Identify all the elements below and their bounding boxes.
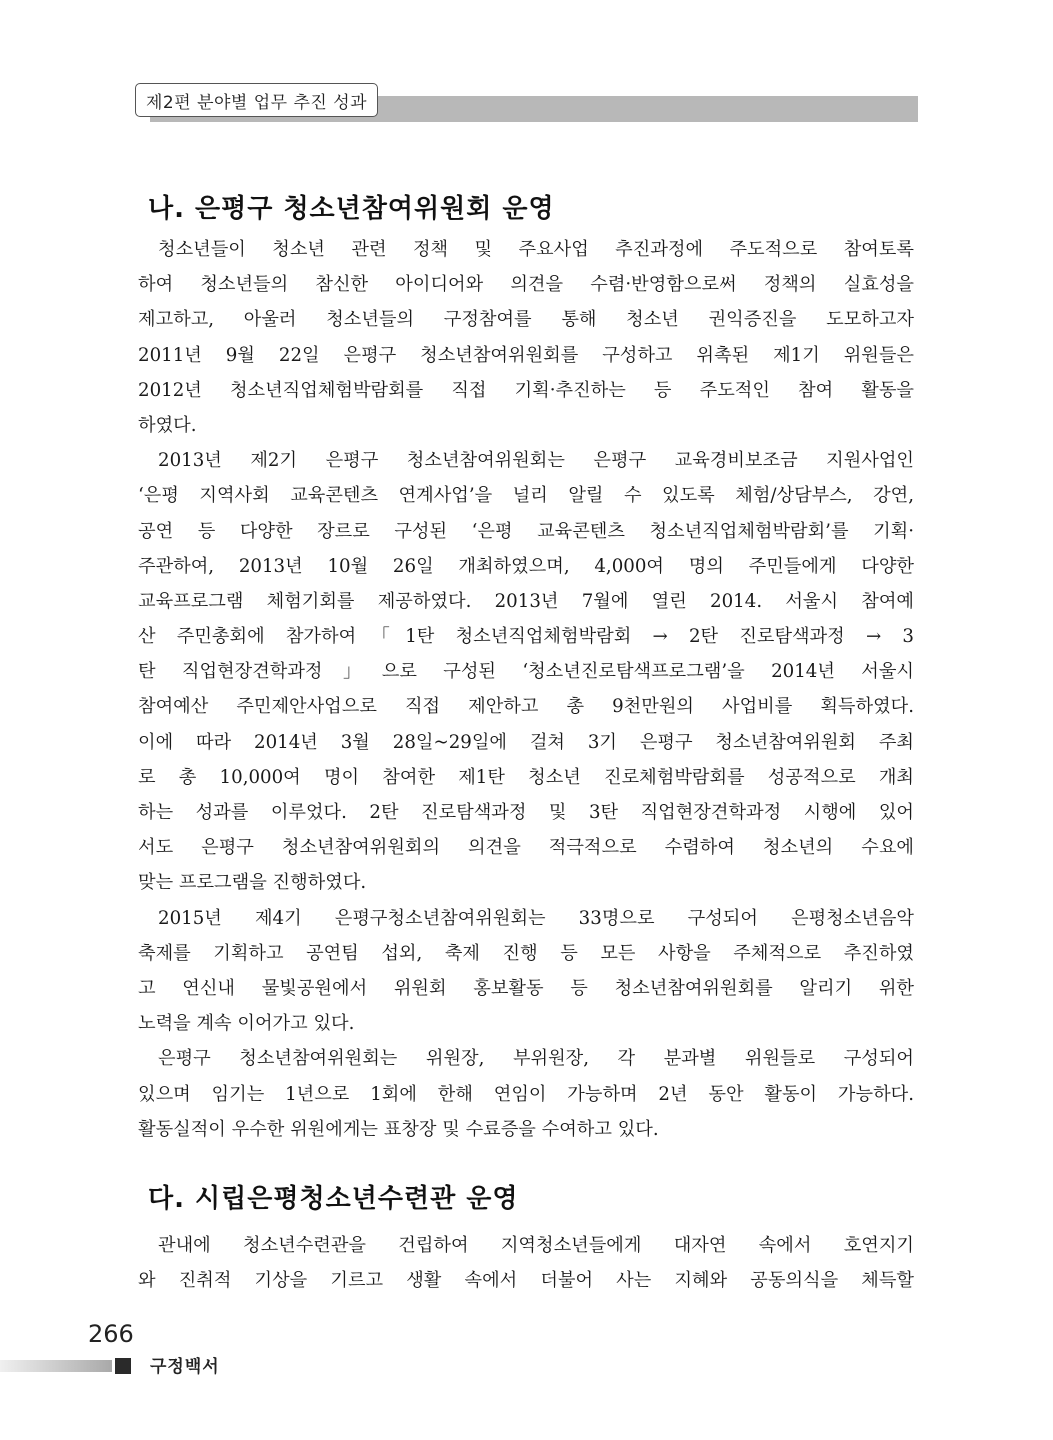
paragraph-line: 2011년 9월 22일 은평구 청소년참여위원회를 구성하고 위촉된 제1기 위원들은 xyxy=(138,344,914,366)
paragraph-line: 교육프로그램 체험기회를 제공하였다. 2013년 7월에 열린 2014. 서울시 참여예 xyxy=(138,590,914,612)
paragraph-line: 서도 은평구 청소년참여위원회의 의견을 적극적으로 수렴하여 청소년의 수요에 xyxy=(138,837,914,859)
paragraph-line: 고 연신내 물빛공원에서 위원회 홍보활동 등 청소년참여위원회를 알리기 위한 xyxy=(138,977,914,999)
paragraph-line: 축제를 기획하고 공연팀 섭외, 축제 진행 등 모든 사항을 주체적으로 추진하였 xyxy=(138,942,914,964)
section-title-na: 나. 은평구 청소년참여위원회 운영 xyxy=(148,194,555,224)
paragraph-line: ‘은평 지역사회 교육콘텐츠 연계사업’을 널리 알릴 수 있도록 체험/상담부스, 강연, xyxy=(138,485,914,507)
page-number: 266 xyxy=(88,1320,134,1348)
paragraph-line: 이에 따라 2014년 3월 28일~29일에 걸쳐 3기 은평구 청소년참여위원회 주최 xyxy=(138,731,914,753)
paragraph-line: 하였다. xyxy=(138,414,197,436)
section-body-na xyxy=(138,232,914,1147)
paragraph-line: 은평구 청소년참여위원회는 위원장, 부위원장, 각 분과별 위원들로 구성되어 xyxy=(158,1048,914,1070)
footer-book-title: 구정백서 xyxy=(150,1357,220,1377)
paragraph-line: 주관하여, 2013년 10월 26일 개최하였으며, 4,000여 명의 주민들에게 다양한 xyxy=(138,555,914,577)
paragraph-line: 공연 등 다양한 장르로 구성된 ‘은평 교육콘텐츠 청소년직업체험박람회’를 기획· xyxy=(138,520,914,542)
paragraph-line: 맞는 프로그램을 진행하였다. xyxy=(138,872,367,894)
paragraph-line: 2015년 제4기 은평구청소년참여위원회는 33명으로 구성되어 은평청소년음악 xyxy=(158,907,914,929)
paragraph-line: 제고하고, 아울러 청소년들의 구정참여를 통해 청소년 권익증진을 도모하고자 xyxy=(138,309,914,331)
paragraph-line: 하는 성과를 이루었다. 2탄 진로탐색과정 및 3탄 직업현장견학과정 시행에 있어 xyxy=(138,802,914,823)
paragraph-line: 노력을 계속 이어가고 있다. xyxy=(138,1013,355,1035)
paragraph-line: 하여 청소년들의 참신한 아이디어와 의견을 수렴·반영함으로써 정책의 실효성을 xyxy=(138,274,914,296)
paragraph-line: 산 주민총회에 참가하여「1탄 청소년직업체험박람회 → 2탄 진로탐색과정 → 3 xyxy=(138,626,914,648)
footer-bar xyxy=(0,1360,112,1372)
paragraph-line: 2013년 제2기 은평구 청소년참여위원회는 은평구 교육경비보조금 지원사업인 xyxy=(158,450,914,472)
paragraph-line: 활동실적이 우수한 위원에게는 표창장 및 수료증을 수여하고 있다. xyxy=(138,1118,659,1140)
paragraph-line: 관내에 청소년수련관을 건립하여 지역청소년들에게 대자연 속에서 호연지기 xyxy=(158,1235,914,1256)
paragraph-line: 참여예산 주민제안사업으로 직접 제안하고 총 9천만원의 사업비를 획득하였다. xyxy=(138,696,914,718)
section-body-da xyxy=(138,1228,914,1298)
paragraph-line: 로 총 10,000여 명이 참여한 제1탄 청소년 진로체험박람회를 성공적으로 개최 xyxy=(138,766,914,788)
paragraph-line: 있으며 임기는 1년으로 1회에 한해 연임이 가능하며 2년 동안 활동이 가능하다. xyxy=(138,1083,914,1105)
section-title-da: 다. 시립은평청소년수련관 운영 xyxy=(148,1184,519,1214)
paragraph-line: 청소년들이 청소년 관련 정책 및 주요사업 추진과정에 주도적으로 참여토록 xyxy=(158,239,914,260)
paragraph-line: 2012년 청소년직업체험박람회를 직접 기획·추진하는 등 주도적인 참여 활동을 xyxy=(138,379,914,401)
footer-square xyxy=(115,1358,131,1374)
chapter-header: 제2편 분야별 업무 추진 성과 xyxy=(135,83,378,117)
paragraph-line: 와 진취적 기상을 기르고 생활 속에서 더불어 사는 지혜와 공동의식을 체득할 xyxy=(138,1270,914,1292)
paragraph-line: 탄 직업현장견학과정」으로 구성된 ‘청소년진로탐색프로그램’을 2014년 서울시 xyxy=(138,661,914,683)
